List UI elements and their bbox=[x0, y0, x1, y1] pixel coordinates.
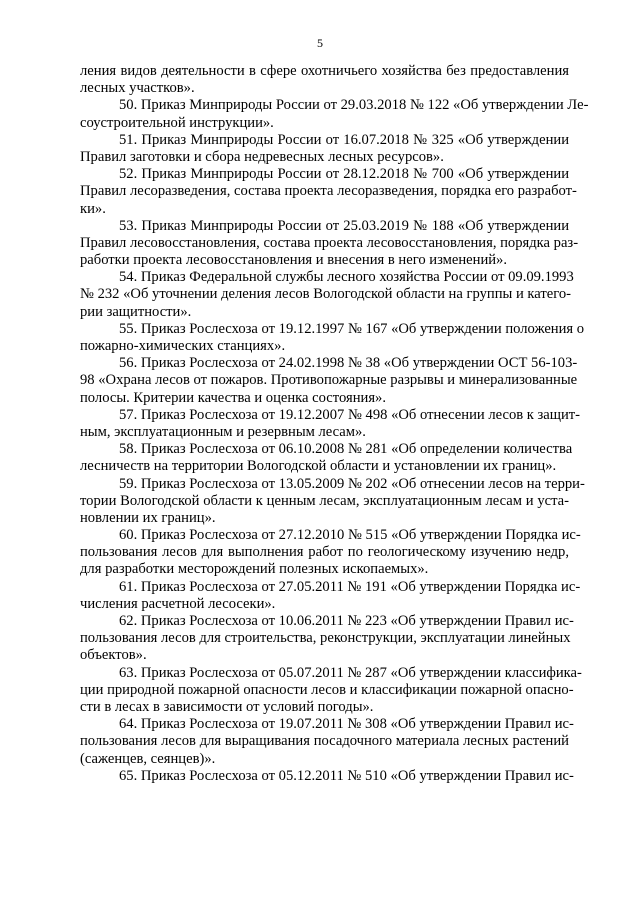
text-line: 61. Приказ Рослесхоза от 27.05.2011 № 191 «Об утверждении Порядка ис- bbox=[119, 578, 581, 595]
text-line: 65. Приказ Рослесхоза от 05.12.2011 № 510 «Об утверждении Правил ис- bbox=[119, 767, 574, 784]
text-line: 98 «Охрана лесов от пожаров. Противопожарные разрывы и минерализованные bbox=[80, 372, 578, 389]
text-line: 60. Приказ Рослесхоза от 27.12.2010 № 515 «Об утверждении Порядка ис- bbox=[119, 527, 581, 544]
text-line: для разработки месторождений полезных ископаемых». bbox=[80, 561, 429, 578]
text-line: работки проекта лесовосстановления и внесения в него изменений». bbox=[80, 252, 508, 269]
text-line: 62. Приказ Рослесхоза от 10.06.2011 № 223 «Об утверждении Правил ис- bbox=[119, 613, 574, 629]
text-line: 55. Приказ Рослесхоза от 19.12.1997 № 167 «Об утверждении положения о bbox=[119, 320, 585, 337]
text-line: тории Вологодской области к ценным лесам, эксплуатационным лесам и уста- bbox=[80, 492, 569, 509]
text-line: Правил заготовки и сбора недревесных лесных ресурсов». bbox=[80, 148, 444, 165]
text-line: рии защитности». bbox=[80, 303, 192, 320]
text-line: 54. Приказ Федеральной службы лесного хозяйства России от 09.09.1993 bbox=[119, 269, 574, 286]
text-line: 64. Приказ Рослесхоза от 19.07.2011 № 308 «Об утверждении Правил ис- bbox=[119, 716, 574, 733]
text-line: числения расчетной лесосеки». bbox=[80, 595, 276, 612]
text-line: № 232 «Об уточнении деления лесов Вологодской области на группы и катего- bbox=[80, 286, 572, 303]
text-line: ления видов деятельности в сфере охотничьего хозяйства без предоставления bbox=[80, 63, 569, 79]
text-line: 52. Приказ Минприроды России от 28.12.2018 № 700 «Об утверждении bbox=[119, 166, 569, 183]
text-line: Правил лесоразведения, состава проекта лесоразведения, порядка его разработ- bbox=[80, 183, 577, 200]
text-line: ным, эксплуатационным и резервным лесам». bbox=[80, 423, 366, 440]
text-line: Правил лесовосстановления, состава проекта лесовосстановления, порядка раз- bbox=[80, 234, 579, 251]
text-line: сти в лесах в зависимости от условий погоды». bbox=[80, 698, 374, 715]
page-number: 5 bbox=[317, 36, 323, 50]
text-line: 58. Приказ Рослесхоза от 06.10.2008 № 281 «Об определении количества bbox=[119, 441, 573, 458]
document-body bbox=[80, 63, 589, 785]
text-line: 51. Приказ Минприроды России от 16.07.2018 № 325 «Об утверждении bbox=[119, 131, 569, 148]
text-line: 56. Приказ Рослесхоза от 24.02.1998 № 38 «Об утверждении ОСТ 56-103- bbox=[119, 355, 578, 372]
text-line: пользования лесов для выполнения работ по геологическому изучению недр, bbox=[80, 544, 569, 561]
text-line: ки». bbox=[80, 200, 106, 217]
text-line: (саженцев, сеянцев)». bbox=[80, 750, 216, 767]
text-line: полосы. Критерии качества и оценка состояния». bbox=[80, 389, 386, 406]
text-line: 57. Приказ Рослесхоза от 19.12.2007 № 498 «Об отнесении лесов к защит- bbox=[119, 406, 581, 423]
text-line: пожарно-химических станциях». bbox=[80, 338, 286, 354]
text-line: пользования лесов для строительства, реконструкции, эксплуатации линейных bbox=[80, 630, 571, 647]
text-line: соустроительной инструкции». bbox=[80, 114, 274, 131]
text-line: 50. Приказ Минприроды России от 29.03.2018 № 122 «Об утверждении Ле- bbox=[119, 97, 589, 114]
text-line: новлении их границ». bbox=[80, 509, 216, 526]
text-line: 53. Приказ Минприроды России от 25.03.2019 № 188 «Об утверждении bbox=[119, 217, 569, 234]
text-line: ции природной пожарной опасности лесов и классификации пожарной опасно- bbox=[80, 681, 574, 698]
text-line: 59. Приказ Рослесхоза от 13.05.2009 № 202 «Об отнесении лесов на терри- bbox=[119, 475, 585, 492]
text-line: лесных участков». bbox=[80, 80, 195, 97]
text-line: 63. Приказ Рослесхоза от 05.07.2011 № 287 «Об утверждении классифика- bbox=[119, 664, 582, 681]
text-line: пользования лесов для выращивания посадочного материала лесных растений bbox=[80, 733, 569, 750]
text-line: объектов». bbox=[80, 647, 147, 664]
text-line: лесничеств на территории Вологодской области и установлении их границ». bbox=[80, 458, 557, 475]
